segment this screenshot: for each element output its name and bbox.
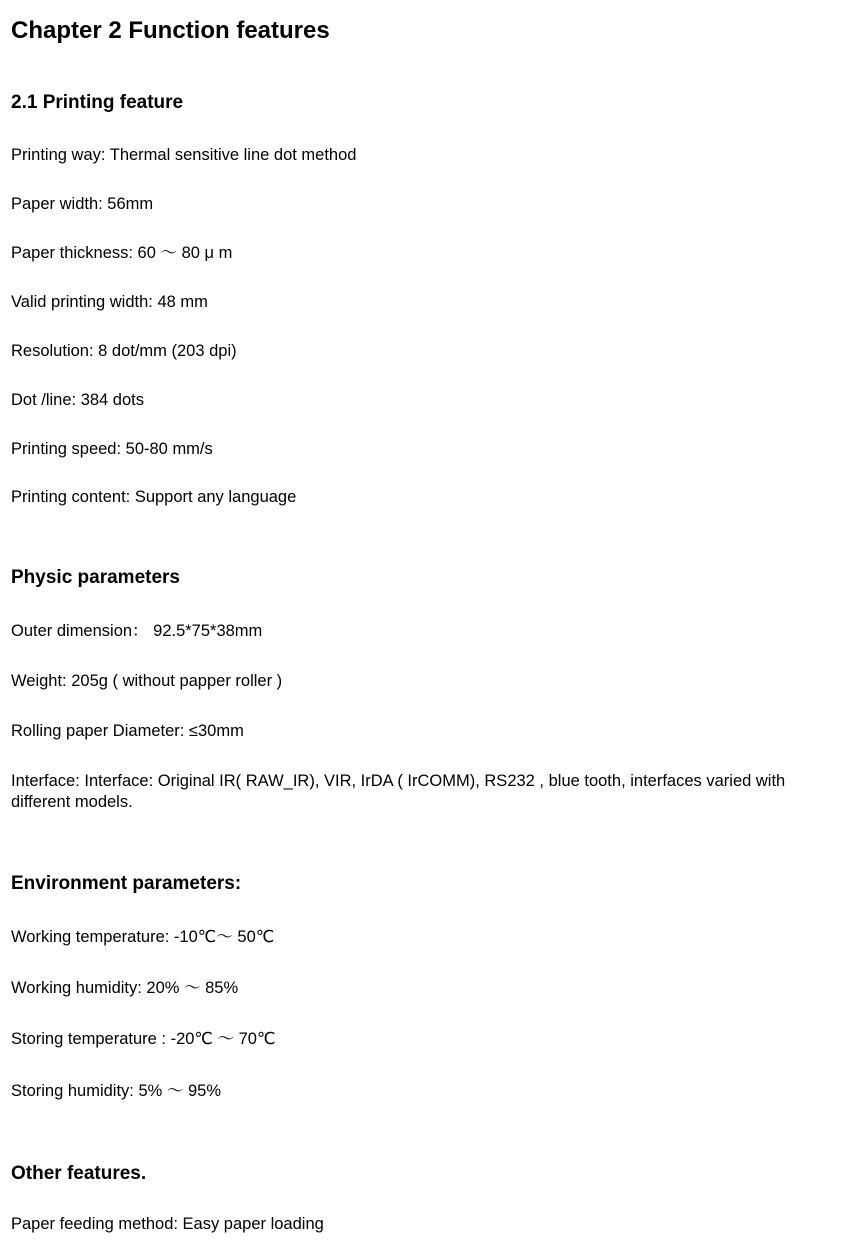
printing-content-line: Printing content: Support any language — [11, 488, 297, 506]
section-heading-printing-feature: 2.1 Printing feature — [11, 92, 184, 113]
section-heading-physic-parameters: Physic parameters — [11, 567, 180, 588]
weight-line: Weight: 205g ( without papper roller ) — [11, 672, 283, 690]
working-temperature-line: Working temperature: -10℃～ 50℃ — [11, 928, 275, 946]
chapter-title: Chapter 2 Function features — [11, 17, 330, 44]
section-heading-environment-parameters: Environment parameters: — [11, 873, 242, 894]
storing-temperature-line: Storing temperature : -20℃ ～ 70℃ — [11, 1030, 276, 1048]
rolling-paper-diameter-line: Rolling paper Diameter: ≤30mm — [11, 722, 244, 740]
paper-feeding-method-line: Paper feeding method: Easy paper loading — [11, 1215, 324, 1233]
printing-speed-line: Printing speed: 50-80 mm/s — [11, 440, 213, 458]
printing-way-line: Printing way: Thermal sensitive line dot method — [11, 146, 357, 164]
dot-per-line-line: Dot /line: 384 dots — [11, 391, 144, 409]
section-heading-other-features: Other features. — [11, 1163, 147, 1184]
paper-thickness-line: Paper thickness: 60 ～ 80 μ m — [11, 244, 233, 262]
resolution-line: Resolution: 8 dot/mm (203 dpi) — [11, 342, 237, 360]
working-humidity-line: Working humidity: 20% ～ 85% — [11, 979, 239, 997]
interface-line: Interface: Interface: Original IR( RAW_IR), VIR, IrDA ( IrCOMM), RS232 , blue tooth, interfaces varied with different models. — [11, 772, 786, 811]
valid-printing-width-line: Valid printing width: 48 mm — [11, 293, 208, 311]
outer-dimension-line: Outer dimension： 92.5*75*38mm — [11, 622, 263, 640]
paper-width-line: Paper width: 56mm — [11, 195, 154, 213]
storing-humidity-line: Storing humidity: 5% ～ 95% — [11, 1082, 222, 1100]
